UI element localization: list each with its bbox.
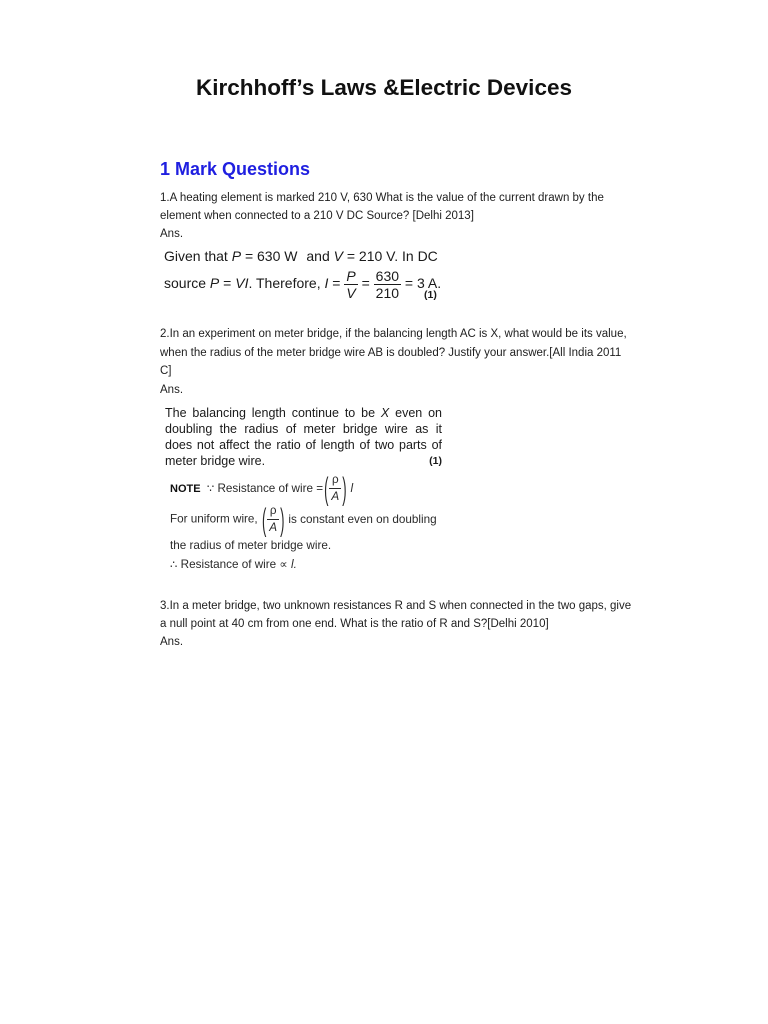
math-variable: l. xyxy=(291,558,297,571)
note-label: NOTE xyxy=(170,483,201,495)
page-title: Kirchhoff’s Laws &Electric Devices xyxy=(196,75,572,100)
fraction-numerator: P xyxy=(346,267,356,284)
fraction xyxy=(267,503,279,536)
fraction xyxy=(329,472,341,505)
paren-open: ( xyxy=(261,501,267,538)
note-line-2 xyxy=(170,501,437,538)
answer-2-line-4 xyxy=(165,453,442,469)
math-variable: X xyxy=(380,406,390,420)
question-text-line: C] xyxy=(160,365,172,377)
math-variable: l xyxy=(350,482,354,495)
answer-2-line-2: doubling the radius of meter bridge wire as it xyxy=(165,422,442,436)
question-1 xyxy=(160,189,604,243)
fraction-numerator: 630 xyxy=(375,267,400,284)
question-text-line: when the radius of the meter bridge wire AB is doubled? Justify your answer.[All India 2011 xyxy=(160,346,622,359)
fraction-denominator: V xyxy=(346,284,356,301)
note-line-3: the radius of meter bridge wire. xyxy=(170,539,332,552)
equals-sign: = xyxy=(332,275,341,291)
math-variable: P xyxy=(231,248,242,264)
paren-close: ) xyxy=(342,470,347,507)
fraction-denominator: A xyxy=(269,521,278,534)
answer-1-line-2 xyxy=(164,266,454,300)
question-text-line: element when connected to a 210 V DC Source? [Delhi 2013] xyxy=(160,210,474,222)
question-3 xyxy=(160,597,631,651)
math-variable: P xyxy=(209,275,220,291)
fraction xyxy=(374,268,401,301)
note-text: ∵ Resistance of wire = xyxy=(206,482,324,495)
answer-text: even on xyxy=(395,406,442,420)
equals-sign: = xyxy=(361,275,370,291)
answer-text: = 3 A. xyxy=(404,275,442,291)
marks-label: (1) xyxy=(424,289,437,301)
answer-label: Ans. xyxy=(160,228,184,240)
math-variable: I xyxy=(324,275,329,291)
question-text-line: 3.In a meter bridge, two unknown resistances R and S when connected in the two gaps, give xyxy=(160,600,632,612)
math-variable: VI xyxy=(235,275,249,291)
fraction-numerator: ρ xyxy=(329,472,341,489)
paren-close: ) xyxy=(280,501,285,538)
question-text-line: 1.A heating element is marked 210 V, 630 What is the value of the current drawn by the xyxy=(160,192,604,204)
math-variable: V xyxy=(333,248,343,264)
section-heading: 1 Mark Questions xyxy=(160,159,311,179)
note-text: ∴ Resistance of wire ∝ xyxy=(170,558,288,571)
fraction-denominator: 210 xyxy=(375,284,400,301)
paren-open: ( xyxy=(324,470,329,507)
answer-text: . Therefore, xyxy=(248,275,321,291)
answer-1 xyxy=(164,246,454,306)
answer-text: The balancing length continue to be xyxy=(165,406,376,420)
fraction xyxy=(344,268,357,301)
answer-text: = 210 V. In DC xyxy=(346,248,438,264)
question-text-line: 2.In an experiment on meter bridge, if the balancing length AC is X, what would be its value, xyxy=(160,328,627,340)
answer-text: = 630 W xyxy=(244,248,298,264)
question-2 xyxy=(160,325,627,399)
answer-text: Given that xyxy=(164,248,228,264)
answer-2-line-1 xyxy=(165,405,442,421)
equals-sign: = xyxy=(223,275,232,291)
note-line-4 xyxy=(170,557,297,573)
fraction-numerator: ρ xyxy=(267,503,279,520)
answer-label: Ans. xyxy=(160,636,184,648)
answer-text: source xyxy=(164,275,207,291)
answer-1-line-1 xyxy=(164,246,454,266)
answer-2-line-3: does not affect the ratio of length of two parts of xyxy=(165,438,442,452)
marks-label: (1) xyxy=(429,455,442,467)
question-text-line: a null point at 40 cm from one end. What is the ratio of R and S?[Delhi 2010] xyxy=(160,618,549,630)
answer-text: meter bridge wire. xyxy=(165,454,266,468)
answer-label: Ans. xyxy=(160,383,184,396)
note-text: For uniform wire, xyxy=(170,512,258,526)
answer-2 xyxy=(165,405,442,469)
fraction-denominator: A xyxy=(331,490,340,504)
note-text: is constant even on doubling xyxy=(288,512,437,526)
answer-text: and xyxy=(306,248,330,264)
note-box xyxy=(170,471,470,573)
